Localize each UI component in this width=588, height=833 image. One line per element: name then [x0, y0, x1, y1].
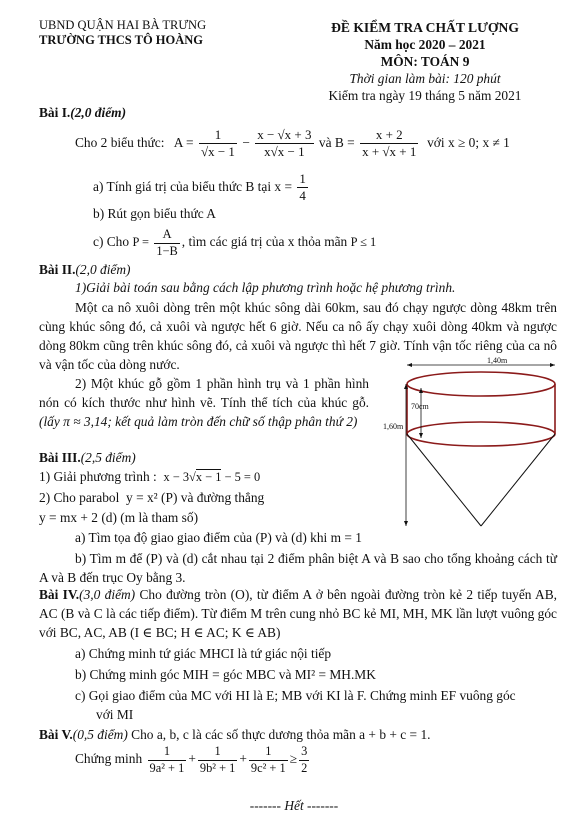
- figure-width-label: 1,40m: [487, 356, 508, 365]
- exam-duration: Thời gian làm bài: 120 phút: [349, 71, 501, 86]
- bai-2-heading: Bài II.(2,0 điểm): [39, 262, 131, 277]
- bai-1-part-a: a) Tính giá trị của biểu thức B tại x = $\frac{1}{4}$: [93, 171, 306, 204]
- bai-2-part-1-body: Một ca nô xuôi dòng trên một khúc sông dài 60km, sau đó chạy ngược dòng 48km trên cùng khúc sông đó, cả xuôi và ngược hết 6 giờ. Nếu ca nô ấy chạy xuôi dòng 40km và ngược dòng 80km cũng trên khúc sông đó, cả xuôi và ngược thì hết 7 giờ. Tính vận tốc riêng của ca nô và vận tốc của dòng nước.: [39, 300, 557, 372]
- bai-4-a: a) Chứng minh tứ giác MHCI là tứ giác nội tiếp: [75, 646, 332, 661]
- bai-4-b: b) Chứng minh góc MIH = góc MBC và MI² = MH.MK: [75, 667, 376, 682]
- subject: MÔN: TOÁN 9: [380, 54, 470, 69]
- bai-1-expressions: Cho 2 biểu thức: A = $\frac{1}{√x - 1}$ − $\frac{x - √x + 3}{x√x - 1}$ và B = $\frac{x + 2}{x + √x + 1}$ với x ≥ 0; x ≠ 1: [75, 127, 510, 160]
- bai-3-heading: Bài III.(2,5 điểm): [39, 450, 136, 465]
- exam-date: Kiểm tra ngày 19 tháng 5 năm 2021: [328, 88, 522, 103]
- bai-4-c-cont: với MI: [96, 707, 134, 722]
- bai-4-c: c) Gọi giao điểm của MC với HI là E; MB với KI là F. Chứng minh EF vuông góc: [75, 688, 516, 703]
- bai-3-q2-line: y = mx + 2 (d) (m là tham số): [39, 510, 199, 525]
- school-name: TRƯỜNG THCS TÔ HOÀNG: [39, 33, 204, 47]
- bai-3-q2: 2) Cho parabol y = x² (P) và đường thẳng: [39, 490, 265, 505]
- bai-3-q2-b: b) Tìm m để (P) và (d) cắt nhau tại 2 điểm phân biệt A và B sao cho tổng khoảng cách từ A và B đến trục Oy bằng 3.: [39, 551, 557, 585]
- wood-block-figure: [375, 352, 570, 532]
- bai-3-q2-a: a) Tìm tọa độ giao giao điểm của (P) và (d) khi m = 1: [75, 530, 362, 545]
- bai-1-part-c: c) Cho P = $\frac{A}{1-B}$ , tìm các giá trị của x thỏa mãn P ≤ 1: [93, 227, 377, 258]
- figure-cylinder-height-label: 70cm: [411, 402, 429, 411]
- bai-5-inequality: Chứng minh $\frac{1}{\text{9a² + 1}}$ + $\frac{1}{\text{9b² + 1}}$ + $\frac{1}{\text{9c² + 1}}$ ≥ $\frac{3}{2}$: [75, 744, 308, 775]
- bai-2-part-2-body: 2) Một khúc gỗ gồm 1 phần hình trụ và 1 phần hình nón có kích thước như hình vẽ. Tính thể tích của khúc gỗ. (lấy π ≈ 3,14; kết quả làm tròn đến chữ số thập phân thứ 2): [39, 376, 369, 429]
- dept-name: UBND QUẬN HAI BÀ TRƯNG: [39, 18, 207, 32]
- school-year: Năm học 2020 – 2021: [364, 37, 486, 52]
- bai-2-part-1-title: 1)Giải bài toán sau bằng cách lập phương trình hoặc hệ phương trình.: [75, 280, 456, 295]
- bai-4-body: Bài IV.(3,0 điểm) Cho đường tròn (O), từ điểm A ở bên ngoài đường tròn kẻ 2 tiếp tuyến AB, AC (B và C là các tiếp điểm). Từ điểm M trên cung nhỏ BC kẻ MI, MH, MK lần lượt vuông góc với BC, AC, AB (I ∈ BC; H ∈ AC; K ∈ AB): [39, 587, 557, 640]
- end-marker: ------- Hết -------: [249, 798, 339, 813]
- bai-5-heading: Bài V.(0,5 điểm) Cho a, b, c là các số thực dương thỏa mãn a + b + c = 1.: [39, 727, 431, 742]
- bai-1-heading: Bài I.(2,0 điểm): [39, 105, 127, 120]
- bai-3-q1: 1) Giải phương trình : x − 3√x − 1 − 5 = 0: [39, 469, 261, 484]
- bai-1-part-b: b) Rút gọn biểu thức A: [93, 206, 216, 221]
- exam-title: ĐỀ KIỂM TRA CHẤT LƯỢNG: [331, 20, 519, 35]
- figure-total-height-label: 1,60m: [383, 422, 404, 431]
